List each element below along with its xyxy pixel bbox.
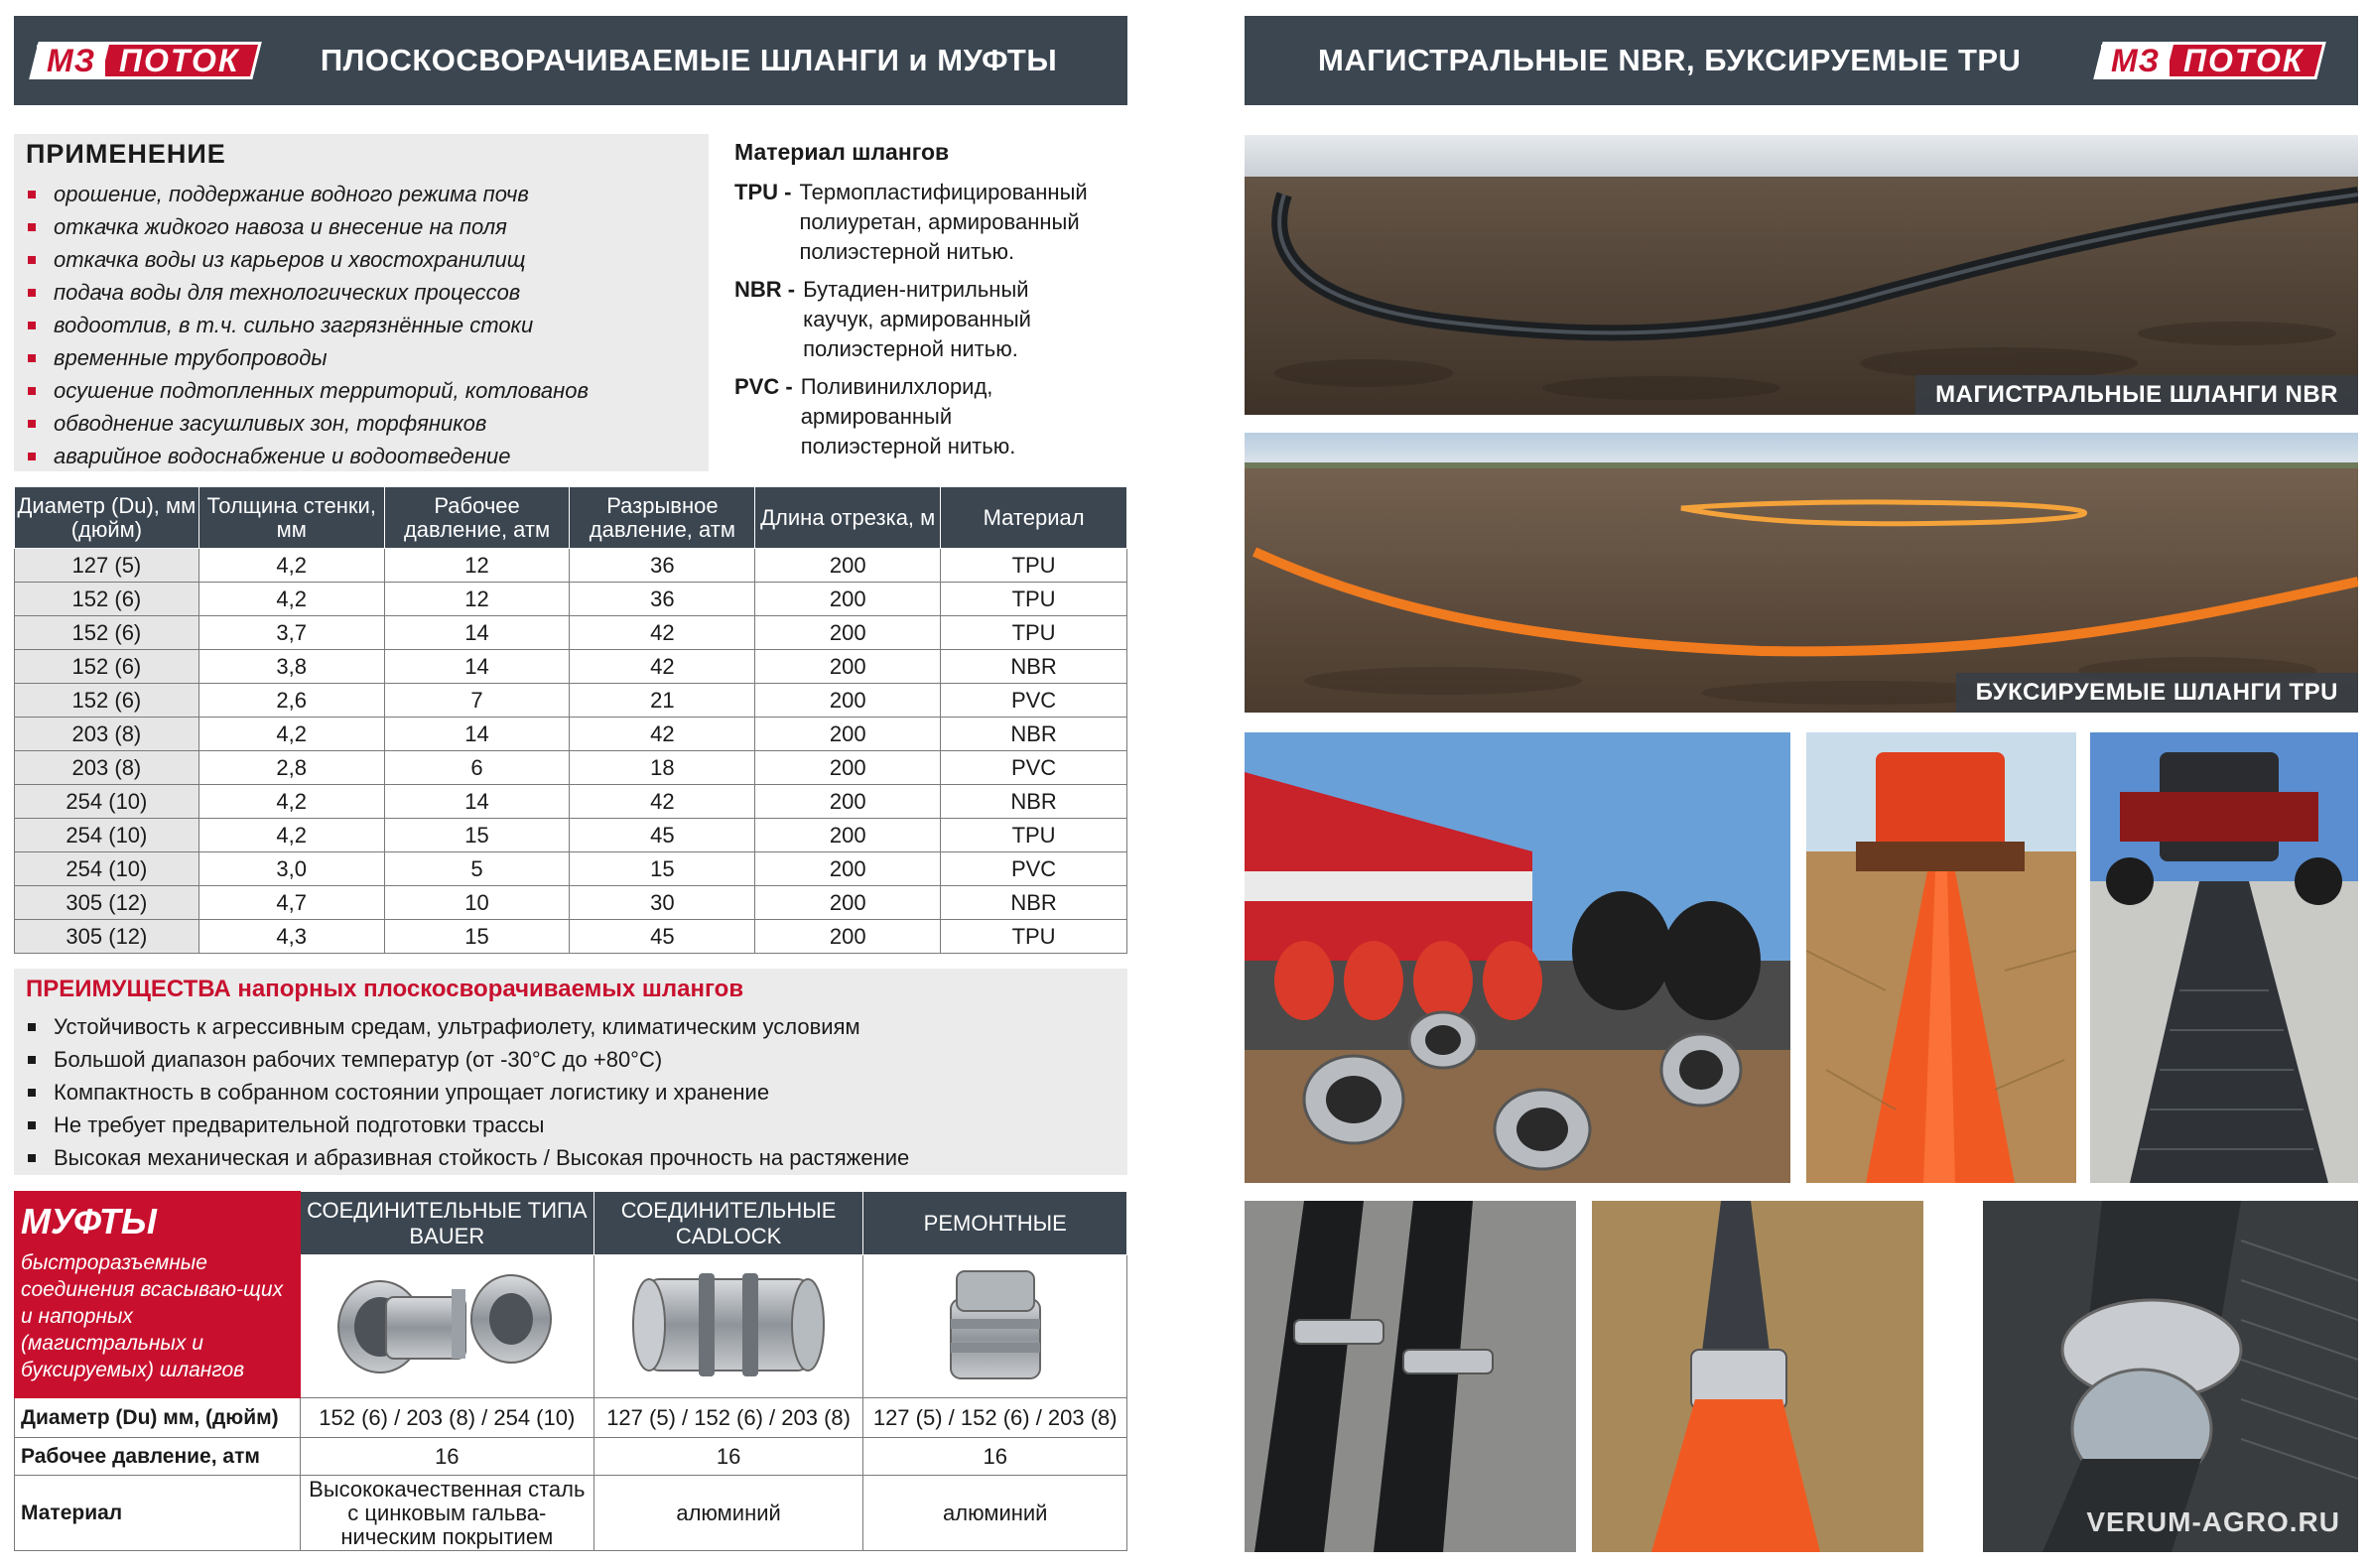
table-cell: 152 (6) / 203 (8) / 254 (10) xyxy=(300,1398,593,1438)
hose-spec-table xyxy=(14,486,1127,954)
table-cell: 3,8 xyxy=(198,650,384,684)
material-item-pvc xyxy=(734,372,1131,461)
table-cell: 16 xyxy=(863,1438,1127,1476)
table-row xyxy=(15,684,1127,718)
table-cell: 200 xyxy=(755,549,941,583)
list-item: Компактность в собранном состоянии упрощает логистику и хранение xyxy=(28,1076,909,1109)
table-cell: 152 (6) xyxy=(15,583,199,616)
bauer-coupling-image xyxy=(300,1255,593,1398)
material-code: PVC - xyxy=(734,374,793,399)
table-cell: 36 xyxy=(570,549,755,583)
list-item: орошение, поддержание водного режима почв xyxy=(28,178,589,210)
table-cell: 200 xyxy=(755,785,941,819)
cadlock-coupling-icon xyxy=(619,1259,838,1388)
table-row xyxy=(15,920,1127,954)
photo-clamps-black xyxy=(1245,1201,1576,1552)
table-cell: 14 xyxy=(384,616,570,650)
list-item: Устойчивость к агрессивным средам, ультрафиолету, климатическим условиям xyxy=(28,1010,909,1043)
right-header-title: МАГИСТРАЛЬНЫЕ NBR, БУКСИРУЕМЫЕ TPU xyxy=(1318,43,2022,77)
table-row xyxy=(15,650,1127,684)
table-cell: PVC xyxy=(941,751,1127,785)
materials-section xyxy=(734,134,1131,461)
list-item: откачка воды из карьеров и хвостохранилищ xyxy=(28,243,589,276)
watermark: VERUM-AGRO.RU xyxy=(2086,1506,2340,1537)
table-cell: 18 xyxy=(570,751,755,785)
photo-coupling-closeup xyxy=(1983,1201,2358,1552)
table-cell: 200 xyxy=(755,886,941,920)
advantages-section xyxy=(14,969,1127,1175)
table-cell: 14 xyxy=(384,785,570,819)
table-cell: NBR xyxy=(941,785,1127,819)
column-header: Длина отрезка, м xyxy=(755,487,941,549)
list-item: осушение подтопленных территорий, котлованов xyxy=(28,374,589,407)
column-header: СОЕДИНИТЕЛЬНЫЕ ТИПА BAUER xyxy=(300,1192,593,1255)
column-header: СОЕДИНИТЕЛЬНЫЕ CADLOCK xyxy=(593,1192,863,1255)
material-code: NBR - xyxy=(734,277,796,302)
table-row xyxy=(15,852,1127,886)
logo-potok-text: ПОТОК xyxy=(2183,43,2305,78)
dark-reel-photo xyxy=(2090,732,2358,1183)
material-desc: Поливинилхлорид, армированный полиэстерной нитью. xyxy=(800,374,1016,458)
table-cell: 203 (8) xyxy=(15,751,199,785)
table-cell: 200 xyxy=(755,684,941,718)
mz-potok-logo xyxy=(29,42,261,79)
coupling-closeup-photo xyxy=(1983,1201,2358,1552)
table-cell: 5 xyxy=(384,852,570,886)
table-cell: 42 xyxy=(570,650,755,684)
table-cell: 200 xyxy=(755,920,941,954)
photo-nbr-mainline xyxy=(1245,135,2358,415)
table-cell: 4,2 xyxy=(198,583,384,616)
table-cell: 127 (5) xyxy=(15,549,199,583)
table-cell: 305 (12) xyxy=(15,886,199,920)
photo-tpu-towed xyxy=(1245,433,2358,713)
table-cell: 16 xyxy=(593,1438,863,1476)
table-cell: 4,3 xyxy=(198,920,384,954)
table-cell: TPU xyxy=(941,583,1127,616)
table-cell: TPU xyxy=(941,616,1127,650)
table-cell: 127 (5) / 152 (6) / 203 (8) xyxy=(863,1398,1127,1438)
repair-coupling-icon xyxy=(921,1259,1070,1388)
table-row xyxy=(15,886,1127,920)
table-cell: TPU xyxy=(941,549,1127,583)
list-item: водоотлив, в т.ч. сильно загрязнённые стоки xyxy=(28,309,589,341)
column-header: Материал xyxy=(941,487,1127,549)
material-desc: Бутадиен-нитрильный каучук, армированный полиэстерной нитью. xyxy=(803,277,1031,361)
cadlock-coupling-image xyxy=(593,1255,863,1398)
table-cell: алюминий xyxy=(593,1476,863,1551)
list-item: Не требует предварительной подготовки трассы xyxy=(28,1109,909,1141)
table-cell: 203 (8) xyxy=(15,718,199,751)
table-cell: 152 (6) xyxy=(15,650,199,684)
table-cell: 10 xyxy=(384,886,570,920)
material-code: TPU - xyxy=(734,180,792,204)
couplings-subtitle: быстроразъемные соединения всасываю-щих и напорных (магистральных и буксируемых) шлангов xyxy=(21,1251,284,1381)
application-list xyxy=(28,178,589,472)
table-cell: NBR xyxy=(941,886,1127,920)
photo-dark-reel xyxy=(2090,732,2358,1183)
list-item: Большой диапазон рабочих температур (от -30°C до +80°C) xyxy=(28,1043,909,1076)
table-cell: 254 (10) xyxy=(15,785,199,819)
table-cell: NBR xyxy=(941,718,1127,751)
field-photo-tpu xyxy=(1245,433,2358,713)
table-cell: 4,2 xyxy=(198,785,384,819)
table-cell: 15 xyxy=(384,920,570,954)
table-cell: 36 xyxy=(570,583,755,616)
caption-tpu: БУКСИРУЕМЫЕ ШЛАНГИ TPU xyxy=(1956,673,2358,713)
application-title: ПРИМЕНЕНИЕ xyxy=(26,139,226,169)
table-cell: 200 xyxy=(755,583,941,616)
list-item: Высокая механическая и абразивная стойкость / Высокая прочность на растяжение xyxy=(28,1141,909,1174)
table-cell: 200 xyxy=(755,650,941,684)
table-cell: 16 xyxy=(300,1438,593,1476)
list-item: аварийное водоснабжение и водоотведение xyxy=(28,440,589,472)
table-cell: 42 xyxy=(570,616,755,650)
column-header: Разрывное давление, атм xyxy=(570,487,755,549)
column-header: Толщина стенки, мм xyxy=(198,487,384,549)
table-cell: 305 (12) xyxy=(15,920,199,954)
table-cell: 7 xyxy=(384,684,570,718)
table-cell: 3,7 xyxy=(198,616,384,650)
table-cell: 200 xyxy=(755,751,941,785)
table-row xyxy=(15,718,1127,751)
table-header-row xyxy=(15,487,1127,549)
photo-orange-reel xyxy=(1806,732,2076,1183)
table-cell: 14 xyxy=(384,650,570,684)
logo-potok-text: ПОТОК xyxy=(119,43,240,78)
table-cell: 15 xyxy=(570,852,755,886)
table-cell: 12 xyxy=(384,549,570,583)
table-row xyxy=(15,549,1127,583)
table-cell: PVC xyxy=(941,684,1127,718)
couplings-title-cell xyxy=(15,1192,301,1398)
table-row xyxy=(15,751,1127,785)
advantages-list xyxy=(28,1010,909,1174)
couplings-table xyxy=(14,1191,1127,1551)
material-item-nbr xyxy=(734,275,1131,364)
table-cell: PVC xyxy=(941,852,1127,886)
table-cell: алюминий xyxy=(863,1476,1127,1551)
list-item: подача воды для технологических процессов xyxy=(28,276,589,309)
clamps-photo xyxy=(1245,1201,1576,1552)
table-cell: 200 xyxy=(755,819,941,852)
field-photo-nbr xyxy=(1245,135,2358,415)
table-cell: 200 xyxy=(755,718,941,751)
material-desc: Термопластифицированный полиуретан, армированный полиэстерной нитью. xyxy=(799,180,1088,264)
left-header-bar xyxy=(14,16,1127,105)
list-item: откачка жидкого навоза и внесение на поля xyxy=(28,210,589,243)
table-cell: 42 xyxy=(570,785,755,819)
materials-title: Материал шлангов xyxy=(734,139,950,165)
left-header-title: ПЛОСКОСВОРАЧИВАЕМЫЕ ШЛАНГИ и МУФТЫ xyxy=(320,43,1058,77)
photo-orange-joint xyxy=(1592,1201,1923,1552)
table-cell: 45 xyxy=(570,819,755,852)
table-cell: 127 (5) / 152 (6) / 203 (8) xyxy=(593,1398,863,1438)
material-item-tpu xyxy=(734,178,1131,267)
table-cell: 200 xyxy=(755,852,941,886)
table-cell: NBR xyxy=(941,650,1127,684)
column-header: Рабочее давление, атм xyxy=(384,487,570,549)
table-cell: TPU xyxy=(941,920,1127,954)
table-cell: 2,6 xyxy=(198,684,384,718)
table-cell: 254 (10) xyxy=(15,852,199,886)
table-cell: Высококачественная сталь с цинковым гальва-ническим покрытием xyxy=(300,1476,593,1551)
table-row xyxy=(15,616,1127,650)
table-cell: 12 xyxy=(384,583,570,616)
orange-reel-photo xyxy=(1806,732,2076,1183)
list-item: временные трубопроводы xyxy=(28,341,589,374)
mz-potok-logo-right xyxy=(2094,42,2326,79)
table-cell: 3,0 xyxy=(198,852,384,886)
table-row xyxy=(15,819,1127,852)
table-body xyxy=(15,549,1127,954)
couplings-title: МУФТЫ xyxy=(21,1201,157,1241)
table-row xyxy=(15,583,1127,616)
warehouse-photo xyxy=(1245,732,1790,1183)
repair-coupling-image xyxy=(863,1255,1127,1398)
list-item: обводнение засушливых зон, торфяников xyxy=(28,407,589,440)
table-cell: 4,2 xyxy=(198,718,384,751)
row-label: Материал xyxy=(15,1476,301,1551)
application-section xyxy=(14,134,709,471)
table-cell: 152 (6) xyxy=(15,616,199,650)
column-header: РЕМОНТНЫЕ xyxy=(863,1192,1127,1255)
table-cell: 15 xyxy=(384,819,570,852)
column-header: Диаметр (Du), мм (дюйм) xyxy=(15,487,199,549)
table-cell: 4,2 xyxy=(198,549,384,583)
table-cell: 4,2 xyxy=(198,819,384,852)
bauer-coupling-icon xyxy=(323,1259,571,1388)
logo-mz-text: МЗ xyxy=(2101,45,2170,76)
row-label: Рабочее давление, атм xyxy=(15,1438,301,1476)
photo-warehouse xyxy=(1245,732,1790,1183)
table-cell: 200 xyxy=(755,616,941,650)
table-cell: 14 xyxy=(384,718,570,751)
table-cell: 30 xyxy=(570,886,755,920)
table-cell: 42 xyxy=(570,718,755,751)
caption-nbr: МАГИСТРАЛЬНЫЕ ШЛАНГИ NBR xyxy=(1915,375,2358,415)
table-cell: 21 xyxy=(570,684,755,718)
orange-joint-photo xyxy=(1592,1201,1923,1552)
table-cell: 152 (6) xyxy=(15,684,199,718)
table-cell: TPU xyxy=(941,819,1127,852)
table-cell: 2,8 xyxy=(198,751,384,785)
logo-potok-block xyxy=(2167,45,2323,76)
table-cell: 45 xyxy=(570,920,755,954)
advantages-title: ПРЕИМУЩЕСТВА напорных плоскосворачиваемых шлангов xyxy=(26,976,744,1002)
right-header-bar xyxy=(1245,16,2358,105)
row-label: Диаметр (Du) мм, (дюйм) xyxy=(15,1398,301,1438)
table-cell: 6 xyxy=(384,751,570,785)
table-row xyxy=(15,785,1127,819)
table-cell: 4,7 xyxy=(198,886,384,920)
logo-potok-block xyxy=(101,45,258,76)
table-cell: 254 (10) xyxy=(15,819,199,852)
logo-mz-text: МЗ xyxy=(37,45,105,76)
